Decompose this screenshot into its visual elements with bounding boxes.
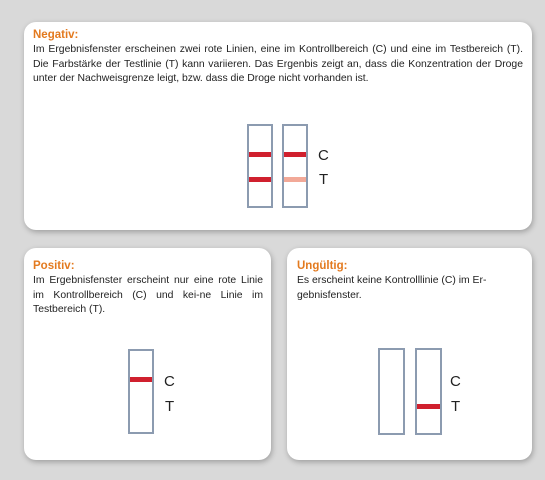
label-c: C	[318, 147, 329, 164]
control-line	[284, 152, 306, 157]
label-t: T	[451, 398, 461, 415]
negative-card	[24, 22, 532, 230]
positive-card	[24, 248, 271, 460]
test-strip-1	[378, 348, 405, 435]
test-line	[249, 177, 271, 182]
test-strip	[128, 349, 154, 434]
negative-description: Im Ergebnisfenster erscheinen zwei rote Linien, eine im Kontrollbereich (C) und eine im Testbereich (T). Die Farbstärke der Testlinie (T) kann variieren. Das Ergenbis zeigt an, dass die Konzentration der Droge unter der Nachweisgrenze leigt, bzw. dass die Droge nicht vorhanden ist.	[33, 44, 523, 85]
label-c: C	[450, 373, 461, 390]
invalid-card	[287, 248, 532, 460]
label-t: T	[319, 171, 329, 188]
invalid-description: Es erscheint keine Kontrolllinie (C) im Er-gebnisfenster.	[297, 275, 487, 301]
test-strip-1	[247, 124, 273, 208]
invalid-title: Ungültig:	[297, 260, 348, 272]
test-line	[417, 404, 440, 409]
test-strip-2	[415, 348, 442, 435]
label-t: T	[165, 398, 175, 415]
control-line	[130, 377, 152, 382]
positive-description: Im Ergebnisfenster erscheint nur eine rote Linie im Kontrollbereich (C) und kei-ne Linie im Testbereich (T).	[33, 275, 263, 316]
label-c: C	[164, 373, 175, 390]
test-strip-2	[282, 124, 308, 208]
test-line-faint	[284, 177, 306, 182]
positive-title: Positiv:	[33, 260, 75, 272]
negative-title: Negativ:	[33, 29, 79, 41]
control-line	[249, 152, 271, 157]
